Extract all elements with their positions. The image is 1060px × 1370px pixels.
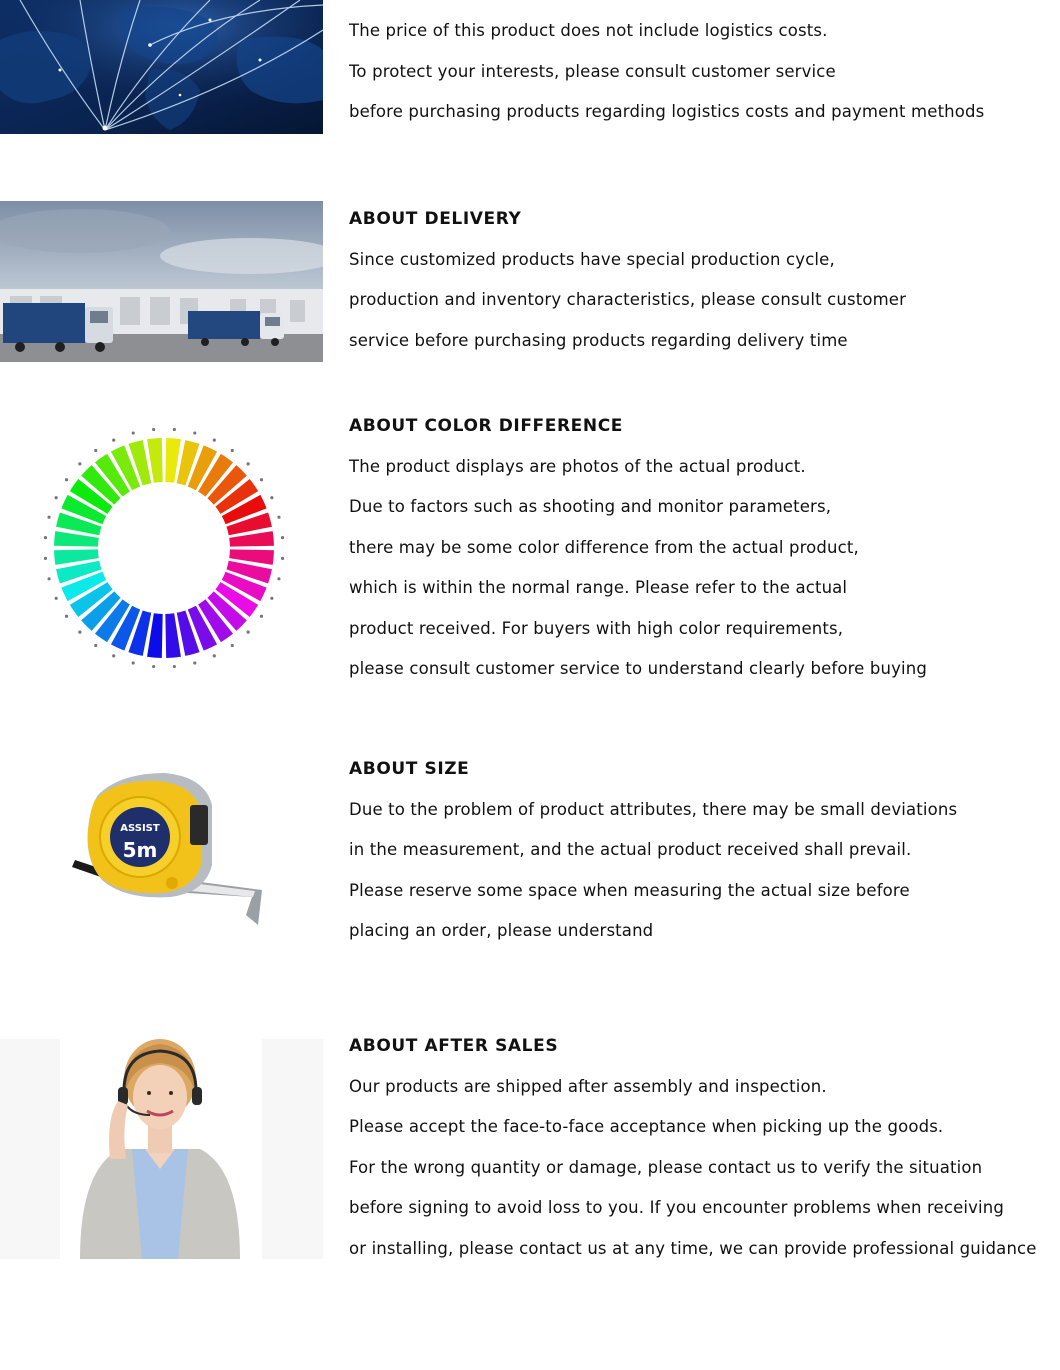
after-sales-section (349, 1026, 1037, 1269)
tape-measure-image (0, 765, 323, 940)
color-wheel-tick (213, 439, 216, 442)
notice-line: before signing to avoid loss to you. If you encounter problems when receiving (349, 1198, 1004, 1217)
section-heading: ABOUT DELIVERY (349, 209, 522, 229)
color-wheel-tick (247, 631, 250, 634)
notice-line: Please accept the face-to-face acceptance when picking up the goods. (349, 1117, 944, 1136)
notice-line: Since customized products have special production cycle, (349, 249, 835, 269)
section-heading: ABOUT COLOR DIFFERENCE (349, 416, 623, 436)
color-wheel-tick (231, 644, 234, 647)
color-wheel-tick (260, 478, 263, 481)
notice-line: product received. For buyers with high color requirements, (349, 618, 844, 638)
color-wheel-tick (47, 516, 50, 519)
color-wheel-tick (47, 577, 50, 580)
notice-line: which is within the normal range. Please refer to the actual (349, 578, 848, 597)
notice-line: For the wrong quantity or damage, please contact us to verify the situation (349, 1157, 983, 1177)
color-wheel-tick (231, 449, 234, 452)
notice-line: Due to factors such as shooting and monitor parameters, (349, 497, 832, 516)
notice-line: please consult customer service to understand clearly before buying (349, 659, 927, 678)
color-wheel-tick (65, 478, 68, 481)
color-wheel-tick (270, 496, 273, 499)
notice-line: production and inventory characteristics, please consult customer (349, 290, 907, 309)
notice-line: or installing, please contact us at any time, we can provide professional guidance (349, 1238, 1037, 1258)
notice-line: Our products are shipped after assembly and inspection. (349, 1076, 827, 1096)
color-wheel-tick (55, 597, 58, 600)
color-wheel-tick (213, 654, 216, 657)
color-wheel-tick (270, 597, 273, 600)
delivery-section (349, 199, 906, 361)
color-wheel-tick (152, 665, 155, 668)
color-wheel-tick (173, 665, 176, 668)
color-wheel-tick (152, 428, 155, 431)
color-wheel-tick (94, 644, 97, 647)
section-heading: ABOUT SIZE (349, 759, 470, 779)
color-wheel-tick (173, 428, 176, 431)
color-wheel-tick (65, 615, 68, 618)
color-wheel-tick (132, 661, 135, 664)
notice-line: in the measurement, and the actual product received shall prevail. (349, 840, 912, 859)
notice-line: before purchasing products regarding logistics costs and payment methods (349, 102, 985, 121)
color-wheel-tick (193, 431, 196, 434)
tape-brand-text: ASSIST (120, 823, 160, 834)
notice-line: Please reserve some space when measuring the actual size before (349, 880, 910, 900)
color-wheel-tick (44, 557, 47, 560)
notice-line: The price of this product does not include logistics costs. (349, 21, 828, 40)
world-network-map-image (0, 0, 323, 134)
color-wheel-tick (94, 449, 97, 452)
color-wheel-tick (78, 631, 81, 634)
color-wheel-tick (55, 496, 58, 499)
notice-line: there may be some color difference from the actual product, (349, 537, 859, 557)
tape-size-text: 5m (122, 838, 158, 862)
customer-service-agent-image (0, 1039, 323, 1259)
notice-line: Due to the problem of product attributes, there may be small deviations (349, 799, 958, 819)
color-wheel-tick (260, 615, 263, 618)
color-wheel-tick (112, 439, 115, 442)
logistics-cost-notice (349, 11, 984, 133)
color-wheel-tick (132, 431, 135, 434)
notice-line: The product displays are photos of the actual product. (349, 456, 806, 476)
size-section (349, 749, 957, 952)
color-wheel-tick (281, 536, 284, 539)
notice-line: To protect your interests, please consult customer service (349, 61, 836, 81)
notice-line: placing an order, please understand (349, 921, 654, 940)
notice-line: service before purchasing products regarding delivery time (349, 330, 848, 350)
color-wheel-tick (281, 557, 284, 560)
color-wheel-tick (277, 516, 280, 519)
color-wheel-tick (193, 661, 196, 664)
color-wheel-tick (44, 536, 47, 539)
color-wheel-image (0, 420, 323, 680)
color-wheel-tick (112, 654, 115, 657)
container-trucks-image (0, 201, 323, 362)
section-heading: ABOUT AFTER SALES (349, 1036, 559, 1056)
color-wheel-tick (78, 462, 81, 465)
color-wheel-tick (277, 577, 280, 580)
color-wheel-tick (247, 462, 250, 465)
color-difference-section (349, 406, 927, 690)
